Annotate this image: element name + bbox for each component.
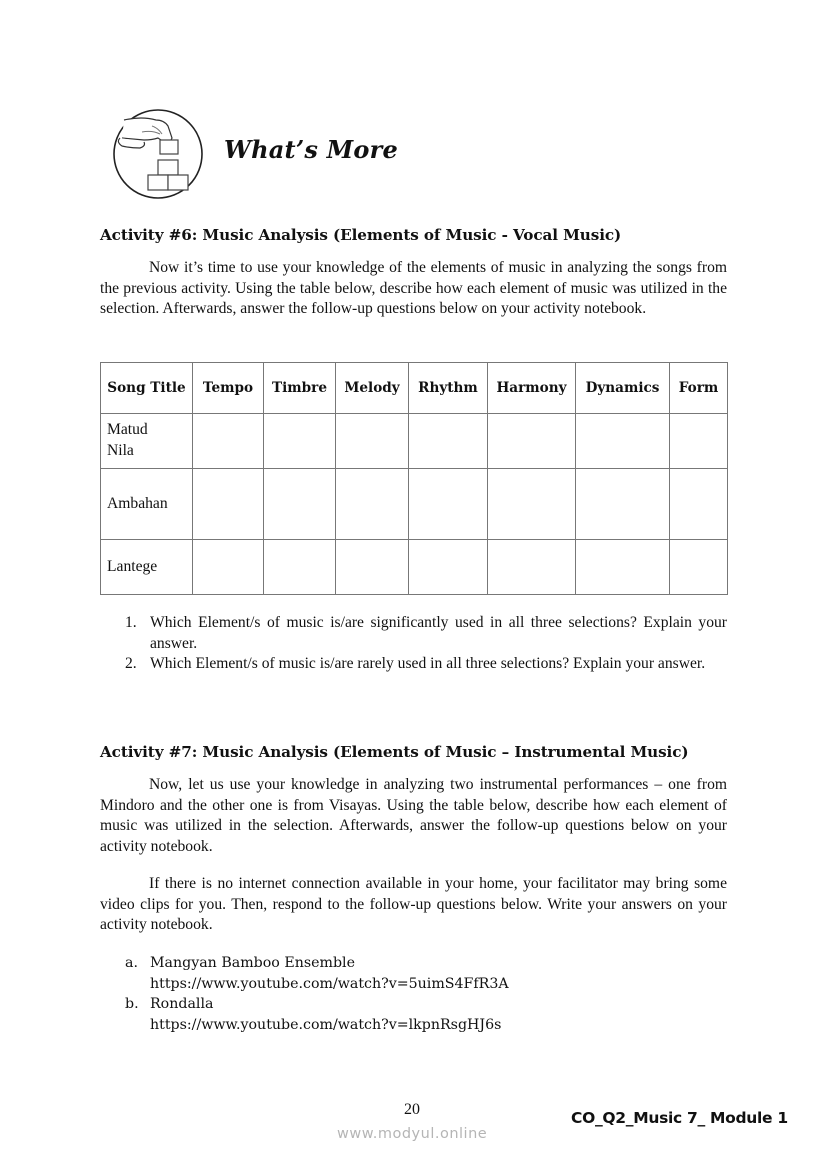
table-cell[interactable] (193, 414, 264, 469)
list-item: a. Mangyan Bamboo Ensemble https://www.youtube.com/watch?v=5uimS4FfR3A (100, 953, 509, 994)
header-dynamics: Dynamics (576, 363, 670, 414)
performance-link[interactable]: https://www.youtube.com/watch?v=lkpnRsgHJ6s (150, 1017, 502, 1034)
table-cell[interactable] (409, 469, 488, 540)
performance-list (100, 953, 509, 1036)
table-cell[interactable] (670, 414, 728, 469)
row-song-title: Lantege (101, 540, 193, 595)
table-cell[interactable] (670, 540, 728, 595)
performance-title: Mangyan Bamboo Ensemble (150, 955, 355, 971)
table-cell[interactable] (336, 540, 409, 595)
performance-title: Rondalla (150, 996, 214, 1013)
table-row (101, 540, 728, 595)
module-code: CO_Q2_Music 7_ Module 1 (571, 1109, 788, 1127)
page-number: 20 (404, 1101, 420, 1118)
table-cell[interactable] (336, 469, 409, 540)
hand-stacking-blocks-icon (112, 108, 204, 200)
activity-7-heading: Activity #7: Music Analysis (Elements of Music – Instrumental Music) (100, 743, 689, 761)
table-cell[interactable] (193, 540, 264, 595)
header-harmony: Harmony (488, 363, 576, 414)
table-cell[interactable] (576, 414, 670, 469)
follow-up-questions (100, 613, 727, 675)
section-title: What’s More (224, 135, 398, 164)
question-item: 1. Which Element/s of music is/are significantly used in all three selections? Explain your answer. (125, 614, 727, 652)
table-cell[interactable] (488, 540, 576, 595)
header-tempo: Tempo (193, 363, 264, 414)
row-song-title: Matud Nila (101, 414, 193, 469)
question-item: 2. Which Element/s of music is/are rarely used in all three selections? Explain your answer. (125, 655, 706, 673)
activity-7-intro (100, 775, 727, 858)
activity-7-intro-text: Now, let us use your knowledge in analyzing two instrumental performances – one from Mindoro and the other one is from Visayas. Using the table below, describe how each element of music was utilized in the selection. Afterwards, answer the follow-up questions below on your activity notebook. (100, 776, 727, 856)
activity-6-intro (100, 258, 727, 320)
header-timbre: Timbre (264, 363, 336, 414)
header-song-title: Song Title (101, 363, 193, 414)
table-cell[interactable] (336, 414, 409, 469)
table-cell[interactable] (576, 469, 670, 540)
table-cell[interactable] (670, 469, 728, 540)
table-cell[interactable] (488, 469, 576, 540)
activity-6-intro-text: Now it’s time to use your knowledge of the elements of music in analyzing the songs from the previous activity. Using the table below, describe how each element of music was utilized in the selection. Afterwards, answer the follow-up questions below on your activity notebook. (100, 259, 727, 318)
header-form: Form (670, 363, 728, 414)
activity-7-note (100, 874, 727, 936)
performance-link[interactable]: https://www.youtube.com/watch?v=5uimS4FfR3A (150, 975, 509, 992)
table-cell[interactable] (264, 540, 336, 595)
watermark: www.modyul.online (337, 1126, 488, 1142)
header-melody: Melody (336, 363, 409, 414)
header-rhythm: Rhythm (409, 363, 488, 414)
elements-analysis-table (100, 362, 728, 595)
table-cell[interactable] (488, 414, 576, 469)
activity-7-note-text: If there is no internet connection available in your home, your facilitator may bring some video clips for you. Then, respond to the follow-up questions below. Write your answers on your activity notebook. (100, 875, 727, 934)
activity-6-heading: Activity #6: Music Analysis (Elements of Music - Vocal Music) (100, 226, 622, 244)
table-cell[interactable] (264, 414, 336, 469)
table-cell[interactable] (409, 414, 488, 469)
table-cell[interactable] (576, 540, 670, 595)
row-song-title: Ambahan (101, 469, 193, 540)
table-header-row (101, 363, 728, 414)
table-cell[interactable] (193, 469, 264, 540)
table-row (101, 469, 728, 540)
table-cell[interactable] (264, 469, 336, 540)
table-row (101, 414, 728, 469)
list-item: b. Rondalla https://www.youtube.com/watch?v=lkpnRsgHJ6s (100, 994, 509, 1035)
table-cell[interactable] (409, 540, 488, 595)
